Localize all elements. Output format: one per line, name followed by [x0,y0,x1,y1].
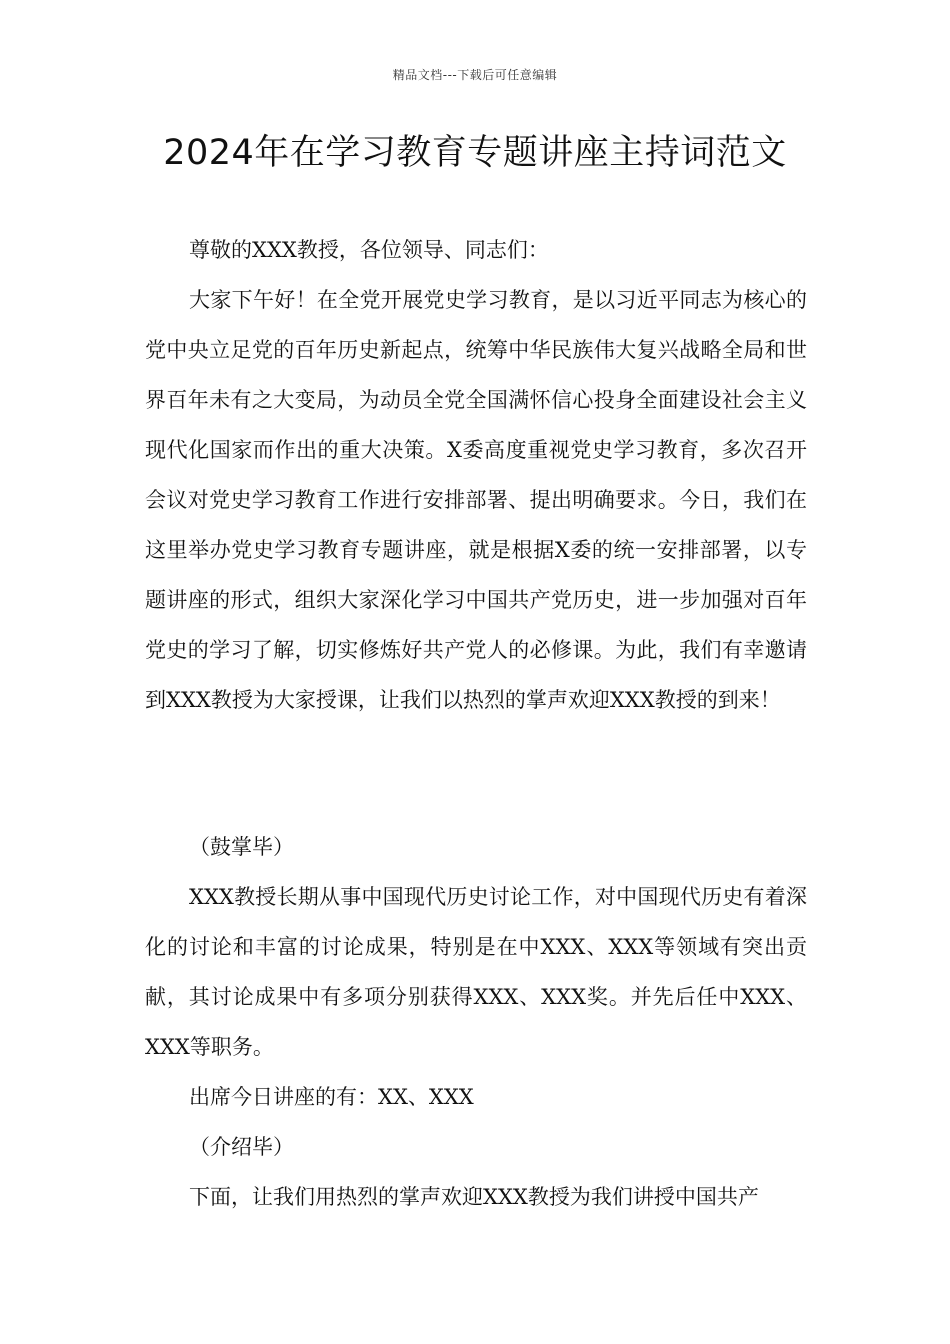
document-body-lower [145,822,807,1222]
introduction-note: （介绍毕） [189,1135,294,1159]
document-title: 2024年在学习教育专题讲座主持词范文 [163,133,787,173]
closing-paragraph: 下面，让我们用热烈的掌声欢迎XXX教授为我们讲授中国共产 [189,1185,759,1209]
attendees-paragraph: 出席今日讲座的有：XX、XXX [189,1085,474,1109]
applause-note: （鼓掌毕） [189,835,294,859]
salutation-paragraph: 尊敬的XXX教授，各位领导、同志们： [189,238,549,262]
document-body-upper [145,225,807,725]
header-note: 精品文档---下载后可任意编辑 [392,68,558,82]
opening-paragraph: 大家下午好！在全党开展党史学习教育，是以习近平同志为核心的党中央立足党的百年历史新起点，统筹中华民族伟大复兴战略全局和世界百年未有之大变局，为动员全党全国满怀信心投身全面建设社会主义现代化国家而作出的重大决策。X委高度重视党史学习教育，多次召开会议对党史学习教育工作进行安排部署、提出明确要求。今日，我们在这里举办党史学习教育专题讲座，就是根据X委的统一安排部署，以专题讲座的形式，组织大家深化学习中国共产党历史，进一步加强对百年党史的学习了解，切实修炼好共产党人的必修课。为此，我们有幸邀请到XXX教授为大家授课，让我们以热烈的掌声欢迎XXX教授的到来！ [145,288,807,712]
speaker-intro-paragraph: XXX教授长期从事中国现代历史讨论工作，对中国现代历史有着深化的讨论和丰富的讨论成果，特别是在中XXX、XXX等领域有突出贡献，其讨论成果中有多项分别获得XXX、XXX奖。并先后任中XXX、XXX等职务。 [145,885,807,1059]
